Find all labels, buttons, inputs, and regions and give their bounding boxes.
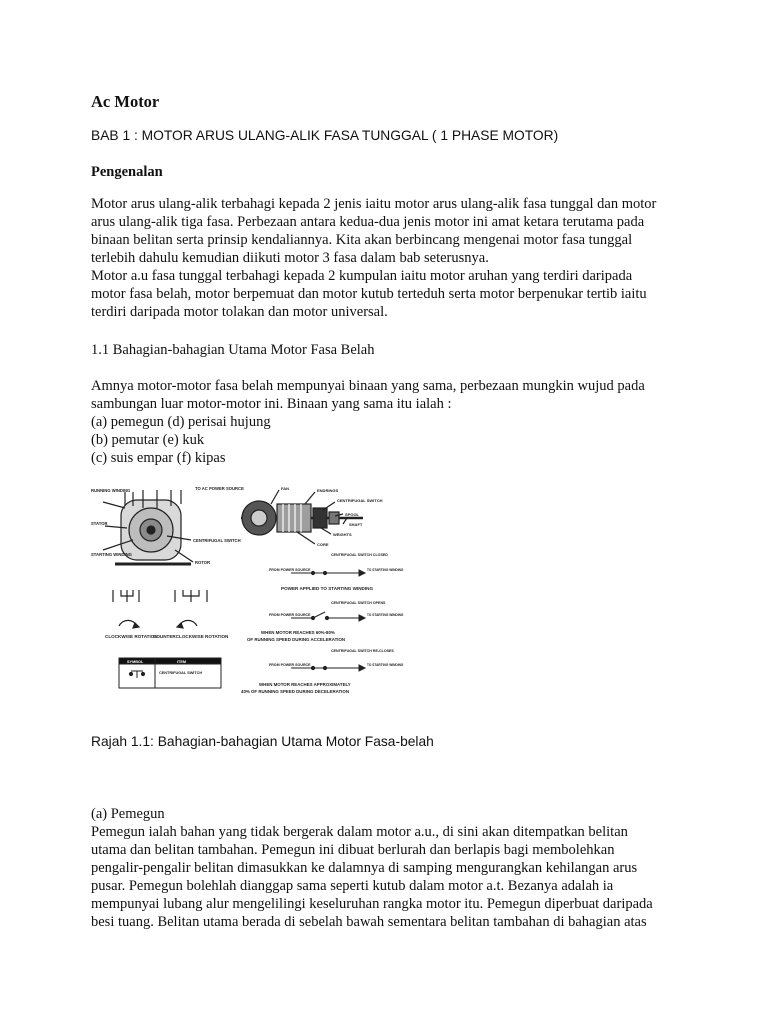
paragraph-line: Amnya motor-motor fasa belah mempunyai binaan yang sama, perbezaan mungkin wujud pada	[91, 378, 645, 394]
label-approx-1: WHEN MOTOR REACHES APPROXIMATELY	[259, 682, 351, 687]
paragraph-line: sambungan luar motor-motor ini. Binaan yang sama itu ialah :	[91, 396, 452, 412]
pemegun-paragraph	[91, 823, 691, 931]
section-heading-1-1: 1.1 Bahagian-bahagian Utama Motor Fasa Belah	[91, 342, 375, 358]
label-motor-reaches-2: OF RUNNING SPEED DURING ACCELERATION	[247, 637, 346, 642]
chapter-heading: BAB 1 : MOTOR ARUS ULANG-ALIK FASA TUNGGAL ( 1 PHASE MOTOR)	[91, 128, 559, 143]
paragraph-line: utama dan belitan tambahan. Pemegun ini dibuat berlurah dan berlapis bagi membolehkan	[91, 842, 615, 858]
section-heading-pemegun: (a) Pemegun	[91, 806, 165, 822]
intro-paragraph	[91, 195, 691, 321]
label-running-winding: RUNNING WINDING	[91, 488, 131, 493]
table-header-symbol: SYMBOL	[127, 660, 144, 664]
label-core: CORE	[317, 542, 329, 547]
label-starting-winding: STARTING WINDING	[91, 552, 132, 557]
table-header-item: ITEM	[177, 660, 187, 664]
label-from-power-3: FROM POWER SOURCE	[269, 663, 311, 667]
label-endrings: ENDRINGS	[317, 488, 339, 493]
label-centrifugal-switch-rotor: CENTRIFUGAL SWITCH	[337, 498, 383, 503]
list-item: (b) pemutar (e) kuk	[91, 432, 205, 448]
label-from-power-1: FROM POWER SOURCE	[269, 568, 311, 572]
document-title: Ac Motor	[91, 92, 160, 111]
figure-caption: Rajah 1.1: Bahagian-bahagian Utama Motor Fasa-belah	[91, 734, 434, 749]
paragraph-line: motor fasa belah, motor berpemuat dan motor kutub terteduh serta motor berpenukar tertib iaitu	[91, 286, 647, 302]
label-counterclockwise: COUNTERCLOCKWISE ROTATION	[153, 634, 229, 639]
label-stator: STATOR	[91, 521, 108, 526]
rotation-wiring	[113, 590, 207, 628]
paragraph-line: pusar. Pemegun bolehlah dianggap sama seperti kutub dalam motor a.t. Bezanya adalah ia	[91, 878, 614, 894]
label-switch-closed: CENTRIFUGAL SWITCH CLOSED	[331, 553, 388, 557]
label-motor-reaches-1: WHEN MOTOR REACHES 60%-80%	[261, 630, 335, 635]
paragraph-line: terlebih dahulu kemudian diikuti motor 3 fasa dalam bab seterusnya.	[91, 250, 489, 266]
label-approx-2: 40% OF RUNNING SPEED DURING DECELERATION	[241, 689, 349, 694]
motor-diagram-svg	[91, 478, 404, 700]
list-item: (a) pemegun (d) perisai hujung	[91, 414, 271, 430]
paragraph-line: besi tuang. Belitan utama berada di sebelah bawah sementara belitan tambahan di bahagian atas	[91, 914, 647, 930]
paragraph-line: Pemegun ialah bahan yang tidak bergerak dalam motor a.u., di sini akan ditempatkan belitan	[91, 824, 628, 840]
label-clockwise: CLOCKWISE ROTATION	[105, 634, 158, 639]
paragraph-line: Motor a.u fasa tunggal terbahagi kepada 2 kumpulan iaitu motor aruhan yang terdiri daripada	[91, 268, 633, 284]
list-item: (c) suis empar (f) kipas	[91, 450, 226, 466]
label-fan: FAN	[281, 486, 289, 491]
label-switch-opens: CENTRIFUGAL SWITCH OPENS	[331, 601, 386, 605]
label-to-ac-power: TO AC POWER SOURCE	[195, 486, 244, 491]
paragraph-line: Motor arus ulang-alik terbahagi kepada 2 jenis iaitu motor arus ulang-alik fasa tunggal dan motor	[91, 196, 657, 212]
motor-diagram-figure	[91, 478, 404, 700]
paragraph-line: mempunyai lubang alur mengelilingi keseluruhan rangka motor itu. Pemegun diperbuat daripada	[91, 896, 653, 912]
label-power-applied: POWER APPLIED TO STARTING WINDING	[281, 586, 374, 591]
label-weights: WEIGHTS	[333, 532, 352, 537]
label-to-starting-3: TO STARTING WINDING	[367, 663, 404, 667]
paragraph-line: binaan belitan serta prinsip kendaliannya. Kita akan berbincang mengenai motor fasa tunggal	[91, 232, 633, 248]
label-rotor: ROTOR	[195, 560, 211, 565]
label-centrifugal-switch: CENTRIFUGAL SWITCH	[193, 538, 241, 543]
parts-paragraph	[91, 377, 691, 467]
label-from-power-2: FROM POWER SOURCE	[269, 613, 311, 617]
paragraph-line: terdiri daripada motor tolakan dan motor universal.	[91, 304, 388, 320]
section-heading-pengenalan: Pengenalan	[91, 164, 163, 180]
label-switch-recloses: CENTRIFUGAL SWITCH RE-CLOSES	[331, 649, 394, 653]
label-to-starting-2: TO STARTING WINDING	[367, 613, 404, 617]
paragraph-line: pengalir-pengalir belitan dimasukkan ke dalamnya di samping mengurangkan kehilangan arus	[91, 860, 638, 876]
table-cell-centrifugal: CENTRIFUGAL SWITCH	[159, 671, 203, 675]
label-shaft: SHAFT	[349, 522, 363, 527]
label-spool: SPOOL	[345, 512, 360, 517]
paragraph-line: arus ulang-alik tiga fasa. Perbezaan antara kedua-dua jenis motor ini amat ketara terutama pada	[91, 214, 645, 230]
label-to-starting-1: TO STARTING WINDING	[367, 568, 404, 572]
